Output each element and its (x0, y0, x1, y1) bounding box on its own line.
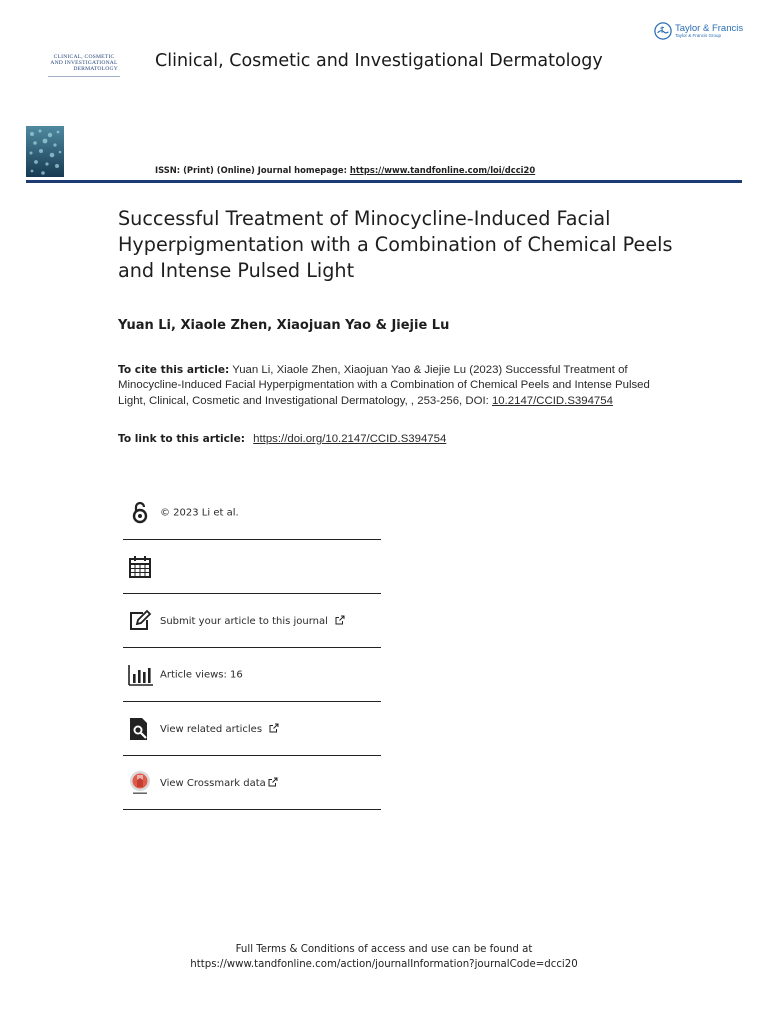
list-item-published (123, 540, 381, 594)
citation-block (118, 363, 658, 409)
taylor-francis-logo-icon (654, 22, 672, 40)
external-link-icon (269, 723, 279, 733)
footer-terms-text: Full Terms & Conditions of access and use can be found at (235, 944, 533, 955)
list-item-crossmark[interactable] (123, 756, 381, 810)
external-link-icon (335, 615, 345, 625)
article-link-line (118, 433, 446, 445)
related-articles-label: View related articles (160, 723, 263, 735)
journal-cover-image (26, 126, 64, 177)
issn-text: ISSN: (Print) (Online) Journal homepage: (155, 165, 347, 175)
list-item-related[interactable] (123, 702, 381, 756)
journal-logo-rule (48, 76, 120, 77)
crossmark-link[interactable] (160, 777, 278, 789)
cite-doi-link[interactable]: 10.2147/CCID.S394754 (491, 394, 613, 407)
journal-logo-line: AND INVESTIGATIONAL (50, 60, 118, 66)
publisher-name: Taylor & Francis (675, 22, 744, 34)
article-authors: Yuan Li, Xiaole Zhen, Xiaojuan Yao & Jiejie Lu (118, 318, 450, 333)
list-item-views (123, 648, 381, 702)
publisher-logo[interactable] (654, 22, 743, 40)
publisher-group: Taylor & Francis Group (675, 33, 722, 38)
article-title: Successful Treatment of Minocycline-Induced Facial Hyperpigmentation with a Combination of Chemical Peels and Intense Pulsed Light (118, 207, 673, 282)
external-link-icon (268, 777, 278, 787)
bar-chart-icon (127, 662, 153, 688)
open-access-icon (127, 500, 153, 526)
submit-article-link[interactable] (160, 615, 345, 627)
article-info-list (123, 486, 381, 810)
calendar-icon (127, 554, 153, 580)
footer (0, 942, 768, 972)
cite-text: Yuan Li, Xiaole Zhen, Xiaojuan Yao & Jiejie Lu (2023) Successful Treatment of Minocycline-Induced Facial Hyperpigmentation with a Combination of Chemical Peels and Intense Pulsed Light, Clinical, Cosmetic and Investigational Dermatology, , 253-256, DOI: (118, 364, 650, 407)
journal-logo-line: DERMATOLOGY (73, 66, 118, 72)
copyright-text: © 2023 Li et al. (160, 507, 239, 518)
journal-logo-line: CLINICAL, COSMETIC (53, 54, 115, 60)
submit-article-label: Submit your article to this journal (160, 615, 328, 627)
list-item-submit[interactable] (123, 594, 381, 648)
crossmark-label: View Crossmark data (160, 777, 266, 789)
article-views-text: Article views: 16 (160, 669, 243, 680)
edit-icon (127, 608, 153, 634)
crossmark-icon (127, 770, 153, 796)
journal-homepage-link[interactable]: https://www.tandfonline.com/loi/dcci20 (349, 165, 536, 175)
journal-logo (42, 54, 126, 77)
footer-terms-url[interactable]: https://www.tandfonline.com/action/journalInformation?journalCode=dcci20 (190, 959, 578, 970)
search-document-icon (127, 716, 153, 742)
cite-label: To cite this article: (118, 364, 230, 376)
link-label: To link to this article: (118, 433, 245, 445)
list-item-license (123, 486, 381, 540)
issn-line (155, 165, 535, 175)
header-rule (26, 180, 742, 183)
article-doi-link[interactable]: https://doi.org/10.2147/CCID.S394754 (253, 433, 447, 445)
journal-title: Clinical, Cosmetic and Investigational Dermatology (155, 51, 603, 71)
related-articles-link[interactable] (160, 723, 279, 735)
